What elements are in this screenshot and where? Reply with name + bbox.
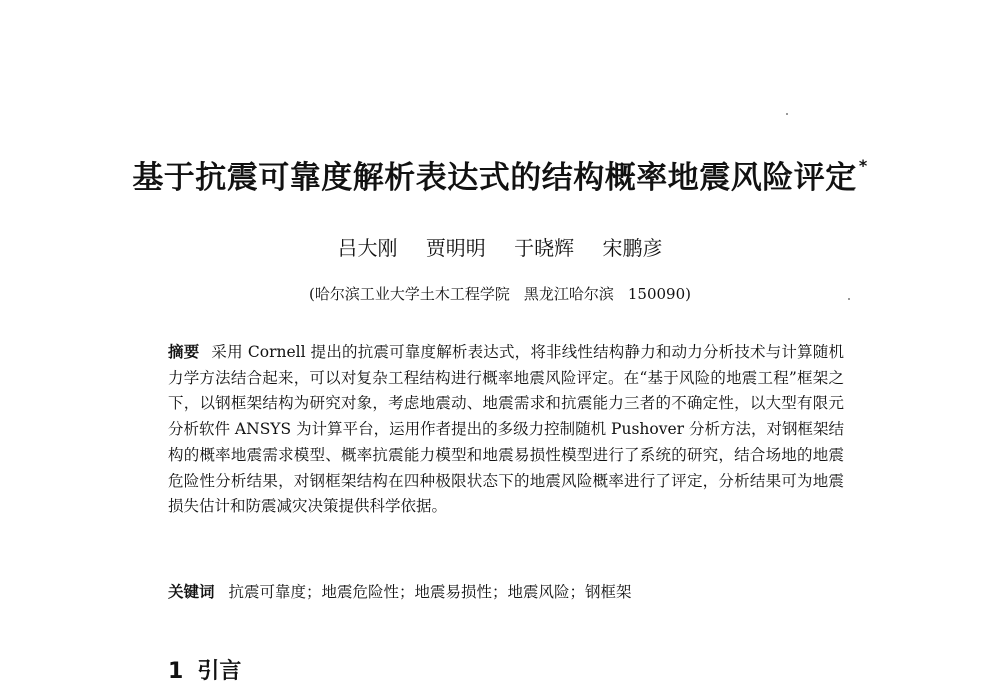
keywords-label: 关键词 [168, 583, 215, 601]
abstract-label: 摘要 [168, 343, 200, 361]
section-title: 引言 [197, 659, 242, 684]
affiliation-close-paren: ) [685, 285, 691, 303]
section-number: 1 [168, 659, 184, 684]
title-text: 基于抗震可靠度解析表达式的结构概率地震风险评定 [132, 160, 857, 196]
scan-speck [786, 113, 788, 115]
author-name: 贾明明 [425, 236, 486, 260]
scan-speck [848, 298, 850, 300]
keywords [168, 580, 844, 602]
affiliation-institution: 哈尔滨工业大学土木工程学院 [314, 285, 510, 303]
affiliation-location: 黑龙江哈尔滨 [523, 285, 614, 303]
affiliation [100, 283, 900, 304]
title-footnote-mark: * [858, 155, 868, 175]
keywords-text: 抗震可靠度；地震危险性；地震易损性；地震风险；钢框架 [228, 583, 632, 601]
author-name: 于晓辉 [514, 236, 575, 260]
author-list [100, 232, 900, 261]
paper-title [100, 152, 900, 197]
author-name: 宋鹏彦 [602, 236, 663, 260]
abstract [168, 340, 844, 520]
affiliation-open-paren: ( [308, 285, 315, 303]
abstract-text: 采用 Cornell 提出的抗震可靠度解析表达式，将非线性结构静力和动力分析技术与计算随机力学方法结合起来，可以对复杂工程结构进行概率地震风险评定。在“基于风险的地震工程”框架之下，以钢框架结构为研究对象，考虑地震动、地震需求和抗震能力三者的不确定性，以大型有限元分析软件 ANSYS 为计算平台，运用作者提出的多级力控制随机 Pushover 分析方法，对钢框架结构的概率地震需求模型、概率抗震能力模型和地震易损性模型进行了系统的研究，结合场地的地震危险性分析结果，对钢框架结构在四种极限状态下的地震风险概率进行了评定，分析结果可为地震损失估计和防震减灾决策提供科学依据。 [168, 343, 844, 516]
author-name: 吕大刚 [337, 236, 398, 260]
affiliation-postcode: 150090 [627, 285, 686, 303]
